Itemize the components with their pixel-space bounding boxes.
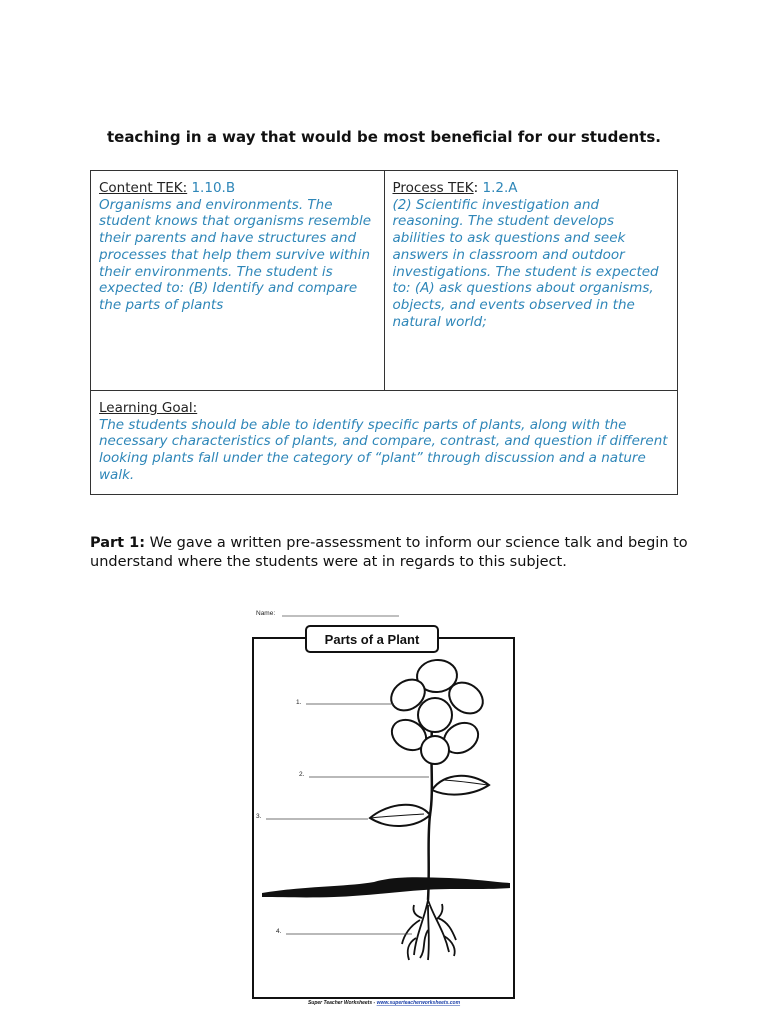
process-tek-cell xyxy=(384,171,678,391)
learning-goal-text: The students should be able to identify specific parts of plants, along with the necessary characteristics of plants, and compare, contrast, and question if different looking plants fall under the category of “plant” through discussion and a nature walk. xyxy=(99,416,668,483)
content-tek-cell xyxy=(91,171,385,391)
footer-brand: Super Teacher Worksheets xyxy=(307,1000,373,1006)
tek-table xyxy=(90,170,678,495)
learning-goal-cell xyxy=(91,391,678,495)
footer-url: www.superteacherworksheets.com xyxy=(376,1000,461,1006)
label-number-1: 1. xyxy=(296,699,302,706)
intro-sentence: teaching in a way that would be most beneficial for our students. xyxy=(106,128,662,146)
upper-leaf-icon xyxy=(432,776,489,795)
label-number-2: 2. xyxy=(299,771,305,778)
process-tek-code: 1.2.A xyxy=(482,180,518,196)
process-tek-label: Process TEK xyxy=(392,180,474,196)
content-tek-code: 1.10.B xyxy=(191,180,236,196)
flower-icon xyxy=(385,658,489,764)
roots-icon xyxy=(402,900,456,960)
learning-goal-label: Learning Goal: xyxy=(99,400,198,416)
part1-label: Part 1: xyxy=(90,535,146,551)
content-tek-text: Organisms and environments. The student knows that organisms resemble their parents and have structures and processes that help them survive within their environments. The student is expected to: (B) Identify and compare the parts of plants xyxy=(99,196,372,313)
footer-separator: - xyxy=(373,1000,376,1006)
content-tek-label: Content TEK: xyxy=(99,180,188,196)
label-number-3: 3. xyxy=(256,813,262,820)
label-number-4: 4. xyxy=(276,928,282,935)
worksheet-title: Parts of a Plant xyxy=(324,632,420,647)
parts-of-plant-worksheet xyxy=(244,600,524,1010)
part1-text: We gave a written pre-assessment to inform our science talk and begin to understand where the students were at in regards to this subject. xyxy=(90,535,688,570)
process-tek-colon: : xyxy=(473,180,479,196)
part1-paragraph xyxy=(90,534,690,572)
ground-icon xyxy=(262,877,510,897)
worksheet-name-label: Name: xyxy=(256,610,276,617)
worksheet-footer xyxy=(308,1000,461,1006)
process-tek-text: (2) Scientific investigation and reasoning. The student develops abilities to ask questions and seek answers in classroom and outdoor investigations. The student is expected to: (A) ask questions about organisms, objects, and events observed in the natural world; xyxy=(392,196,659,330)
